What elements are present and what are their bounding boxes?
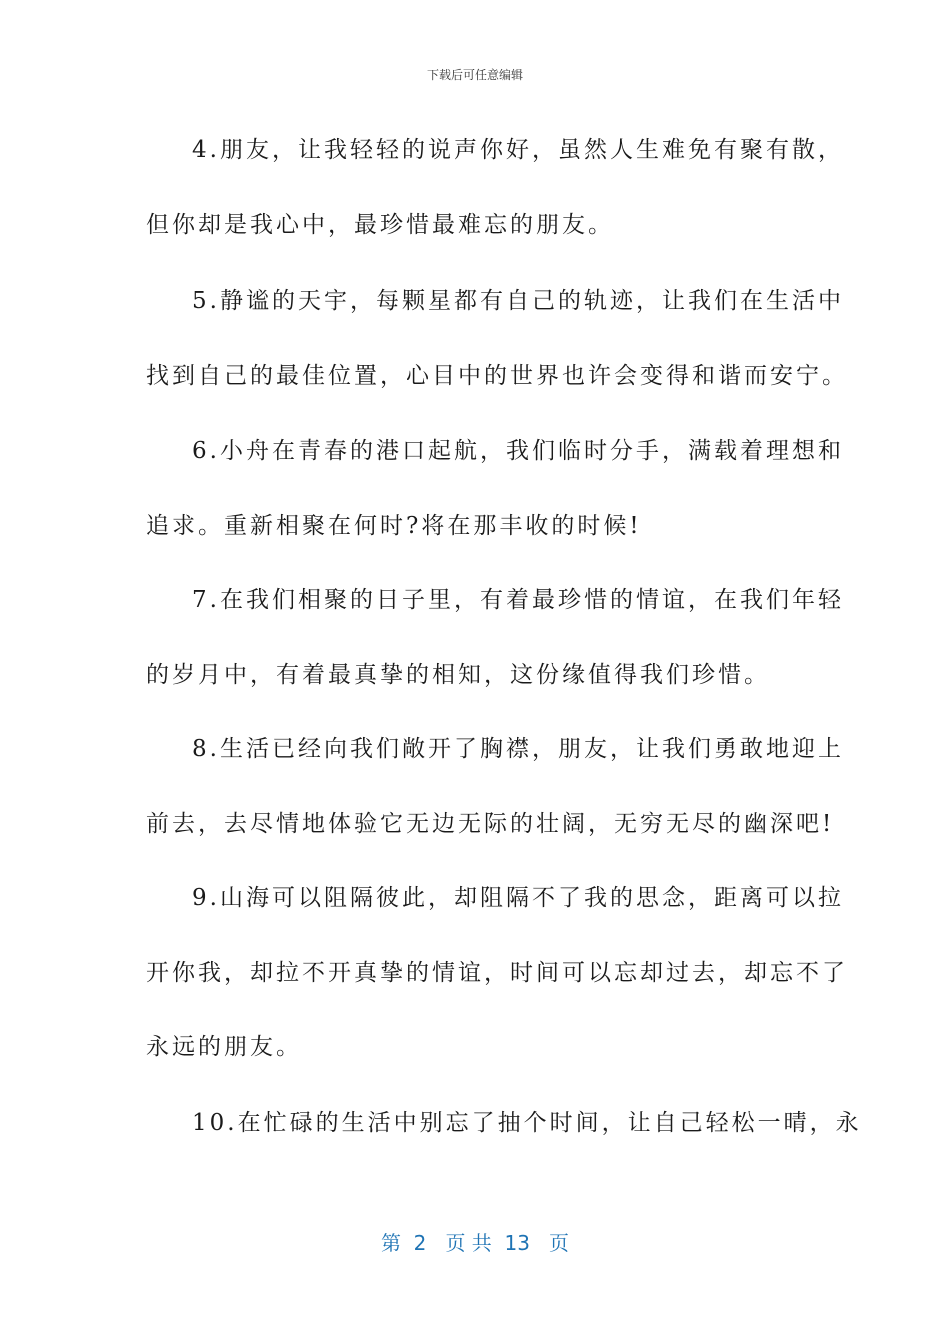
paragraph-line: 5.静谧的天宇，每颗星都有自己的轨迹，让我们在生活中: [192, 288, 844, 314]
paragraph-line: 8.生活已经向我们敞开了胸襟，朋友，让我们勇敢地迎上: [192, 736, 844, 762]
header-note: 下载后可任意编辑: [426, 68, 523, 82]
paragraph-line: 9.山海可以阻隔彼此，却阻隔不了我的思念，距离可以拉: [192, 885, 844, 911]
paragraph-line: 10.在忙碌的生活中别忘了抽个时间，让自己轻松一晴，永: [192, 1110, 862, 1136]
paragraph-line: 4.朋友，让我轻轻的说声你好，虽然人生难免有聚有散，: [192, 137, 844, 163]
paragraph-line: 前去，去尽情地体验它无边无际的壮阔，无穷无尽的幽深吧!: [146, 811, 835, 837]
paragraph-line: 6.小舟在青春的港口起航，我们临时分手，满载着理想和: [192, 438, 844, 464]
paragraph-line: 追求。重新相聚在何时?将在那丰收的时候!: [146, 513, 642, 539]
paragraph-line: 找到自己的最佳位置，心目中的世界也许会变得和谐而安宁。: [146, 363, 848, 389]
paragraph-line: 的岁月中，有着最真挚的相知，这份缘值得我们珍惜。: [146, 662, 770, 688]
paragraph-line: 7.在我们相聚的日子里，有着最珍惜的情谊，在我们年轻: [192, 587, 844, 613]
paragraph-line: 永远的朋友。: [146, 1034, 302, 1060]
paragraph-line: 但你却是我心中，最珍惜最难忘的朋友。: [146, 212, 614, 238]
page-footer: 第 2 页 共 13 页: [380, 1231, 570, 1255]
paragraph-line: 开你我，却拉不开真挚的情谊，时间可以忘却过去，却忘不了: [146, 960, 848, 986]
